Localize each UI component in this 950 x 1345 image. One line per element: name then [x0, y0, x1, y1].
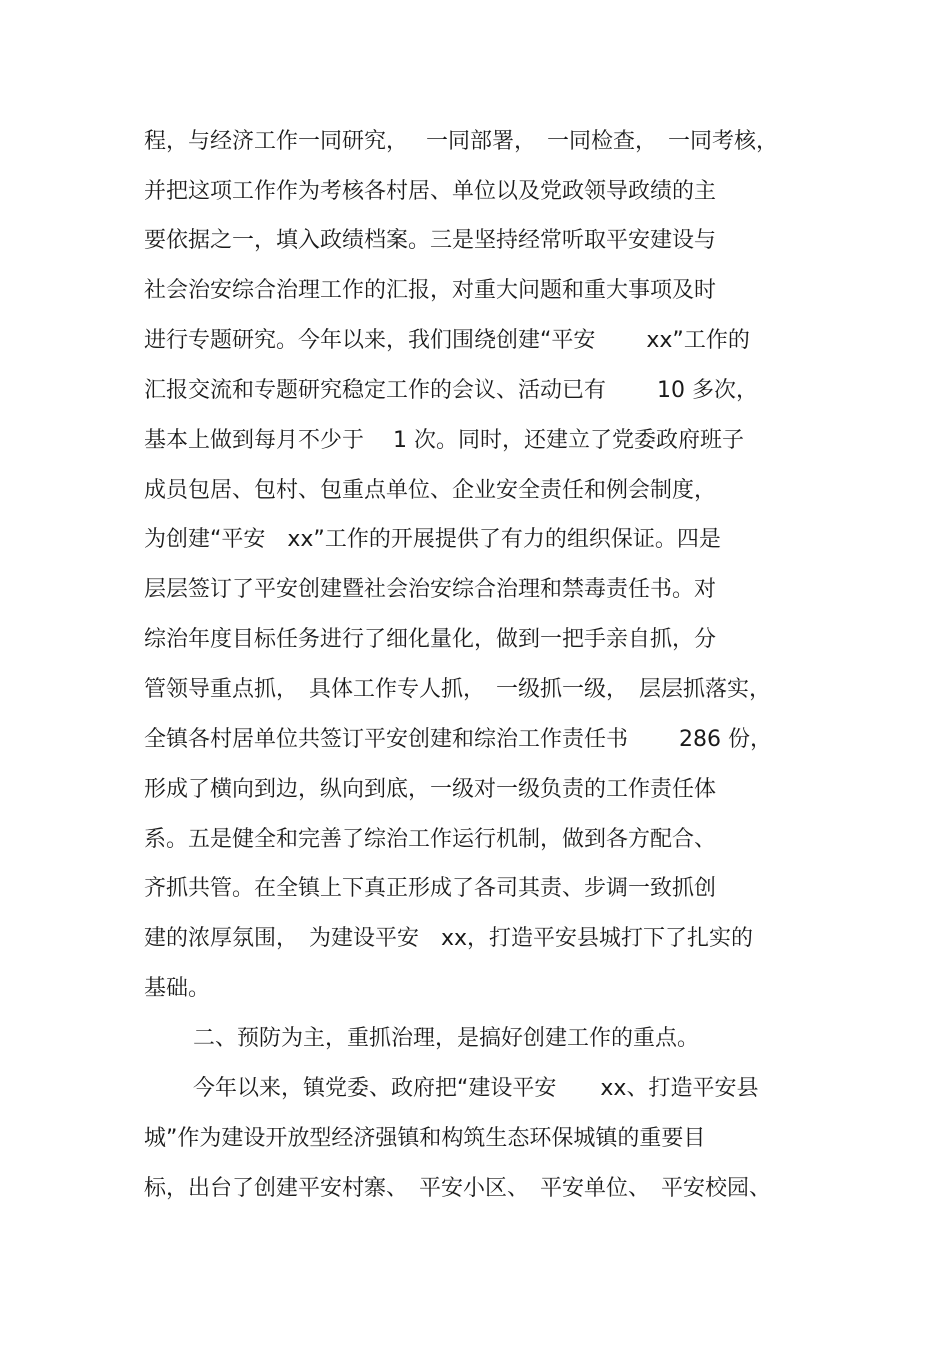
body-text-line: 系。五是健全和完善了综治工作运行机制，做到各方配合、 — [144, 827, 717, 852]
body-text-line: 汇报交流和专题研究稳定工作的会议、活动已有 10 多次， — [144, 378, 758, 403]
body-text-line: 齐抓共管。在全镇上下真正形成了各司其责、步调一致抓创 — [144, 876, 717, 901]
body-text-line: 并把这项工作作为考核各村居、单位以及党政领导政绩的主 — [144, 179, 717, 204]
body-text-line: 基础。 — [144, 976, 211, 1001]
body-text-line: 建的浓厚氛围， 为建设平安 xx，打造平安县城打下了扎实的 — [144, 926, 754, 951]
body-text-line: 进行专题研究。今年以来，我们围绕创建“平安 xx”工作的 — [144, 328, 750, 353]
body-text-line: 全镇各村居单位共签订平安创建和综治工作责任书 286 份， — [144, 727, 772, 752]
section-heading: 二、预防为主，重抓治理，是搞好创建工作的重点。 — [193, 1026, 700, 1051]
body-text-line: 综治年度目标任务进行了细化量化，做到一把手亲自抓，分 — [144, 627, 717, 652]
body-text-line: 标，出台了创建平安村寨、 平安小区、 平安单位、 平安校园、 — [144, 1176, 772, 1201]
body-text-line: 程，与经济工作一同研究， 一同部署， 一同检查， 一同考核， — [144, 129, 778, 154]
body-text-line: 形成了横向到边，纵向到底，一级对一级负责的工作责任体 — [144, 777, 717, 802]
body-text-line: 今年以来，镇党委、政府把“建设平安 xx、打造平安县 — [193, 1076, 759, 1101]
body-text-line: 管领导重点抓， 具体工作专人抓， 一级抓一级， 层层抓落实， — [144, 677, 772, 702]
body-text-line: 要依据之一，填入政绩档案。三是坚持经常听取平安建设与 — [144, 228, 717, 253]
body-text-line: 层层签订了平安创建暨社会治安综合治理和禁毒责任书。对 — [144, 577, 717, 602]
body-text-line: 为创建“平安 xx”工作的开展提供了有力的组织保证。四是 — [144, 527, 721, 552]
body-text-line: 城”作为建设开放型经济强镇和构筑生态环保城镇的重要目 — [144, 1126, 706, 1151]
body-text-line: 基本上做到每月不少于 1 次。同时，还建立了党委政府班子 — [144, 428, 744, 453]
body-text-line: 成员包居、包村、包重点单位、企业安全责任和例会制度， — [144, 478, 717, 503]
body-text-line: 社会治安综合治理工作的汇报，对重大问题和重大事项及时 — [144, 278, 717, 303]
